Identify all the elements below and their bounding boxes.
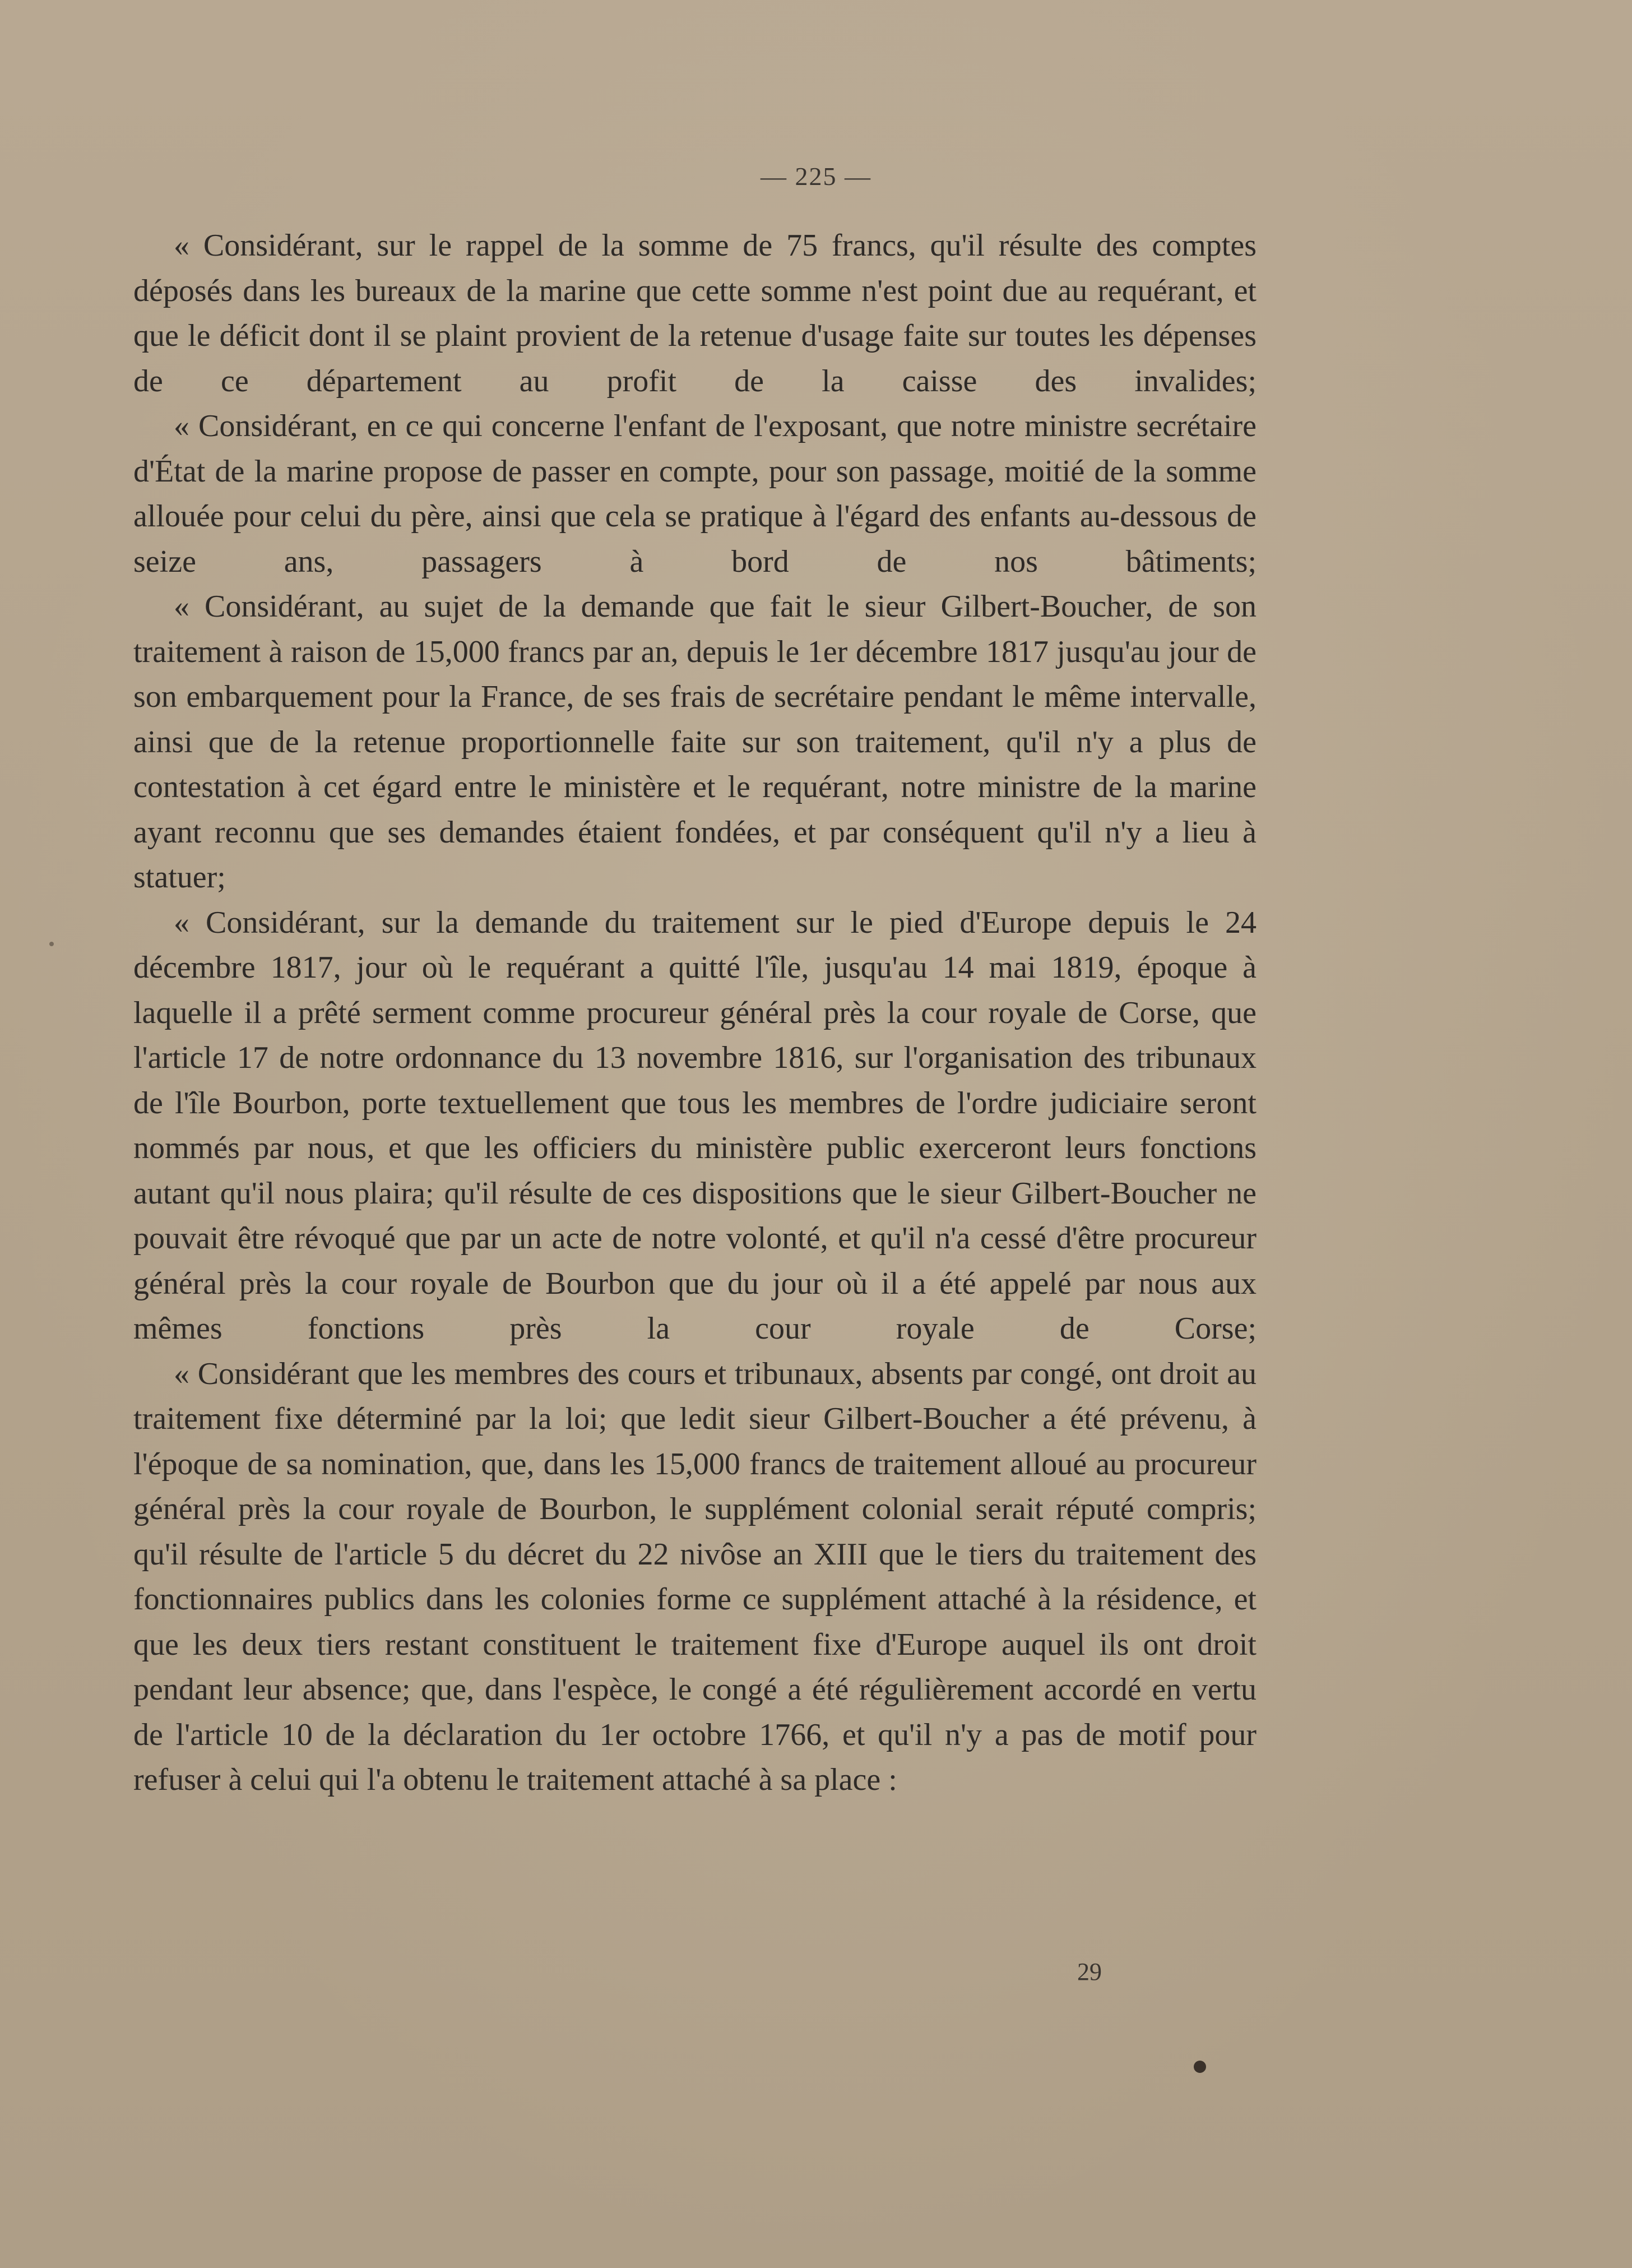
paragraph-2: « Considérant, en ce qui concerne l'enfant de l'exposant, que notre ministre secrétaire d'État de la marine propose de passer en compte, pour son passage, moitié de la somme allouée pour celui du père, ainsi que cela se pratique à l'égard des enfants au-dessous de seize ans, passagers à bord de nos bâtiments; — [133, 409, 1257, 579]
document-body — [133, 223, 1257, 1803]
signature-mark: 29 — [1077, 1958, 1102, 1985]
ink-spot — [1194, 2061, 1206, 2073]
paragraph-3: « Considérant, au sujet de la demande que fait le sieur Gilbert-Boucher, de son traitement à raison de 15,000 francs par an, depuis le 1er décembre 1817 jusqu'au jour de son embarquement pour la France, de ses frais de secrétaire pendant le même intervalle, ainsi que de la retenue proportionnelle faite sur son traitement, qu'il n'y a plus de contestation à cet égard entre le ministère et le requérant, notre ministre de la marine ayant reconnu que ses demandes étaient fondées, et par conséquent qu'il n'y a lieu à statuer; — [133, 589, 1257, 895]
page-number: — 225 — — [761, 162, 871, 191]
paragraph-1: « Considérant, sur le rappel de la somme de 75 francs, qu'il résulte des comptes déposés dans les bureaux de la marine que cette somme n'est point due au requérant, et que le déficit dont il se plaint provient de la retenue d'usage faite sur toutes les dépenses de ce département au profit de la caisse des invalides; — [133, 228, 1257, 399]
ink-spot — [49, 942, 54, 946]
paragraph-4: « Considérant, sur la demande du traitement sur le pied d'Europe depuis le 24 décembre 1817, jour où le requérant a quitté l'île, jusqu'au 14 mai 1819, époque à laquelle il a prêté serment comme procureur général près la cour royale de Corse, que l'article 17 de notre ordonnance du 13 novembre 1816, sur l'organisation des tribunaux de l'île Bourbon, porte textuellement que tous les membres de l'ordre judiciaire seront nommés par nous, et que les officiers du ministère public exerceront leurs fonctions autant qu'il nous plaira; qu'il résulte de ces dispositions que le sieur Gilbert-Boucher ne pouvait être révoqué que par un acte de notre volonté, et qu'il n'a cessé d'être procureur général près la cour royale de Bourbon que du jour où il a été appelé par nous aux mêmes fonctions près la cour royale de Corse; — [133, 905, 1257, 1346]
paragraph-5: « Considérant que les membres des cours et tribunaux, absents par congé, ont droit au traitement fixe déterminé par la loi; que ledit sieur Gilbert-Boucher a été prévenu, à l'époque de sa nomination, que, dans les 15,000 francs de traitement alloué au procureur général près la cour royale de Bourbon, le supplément colonial serait réputé compris; qu'il résulte de l'article 5 du décret du 22 nivôse an XIII que le tiers du traitement des fonctionnaires publics dans les colonies forme ce supplément attaché à la résidence, et que les deux tiers restant constituent le traitement fixe d'Europe auquel ils ont droit pendant leur absence; que, dans l'espèce, le congé a été régulièrement accordé en vertu de l'article 10 de la déclaration du 1er octobre 1766, et qu'il n'y a pas de motif pour refuser à celui qui l'a obtenu le traitement attaché à sa place : — [133, 1356, 1257, 1797]
